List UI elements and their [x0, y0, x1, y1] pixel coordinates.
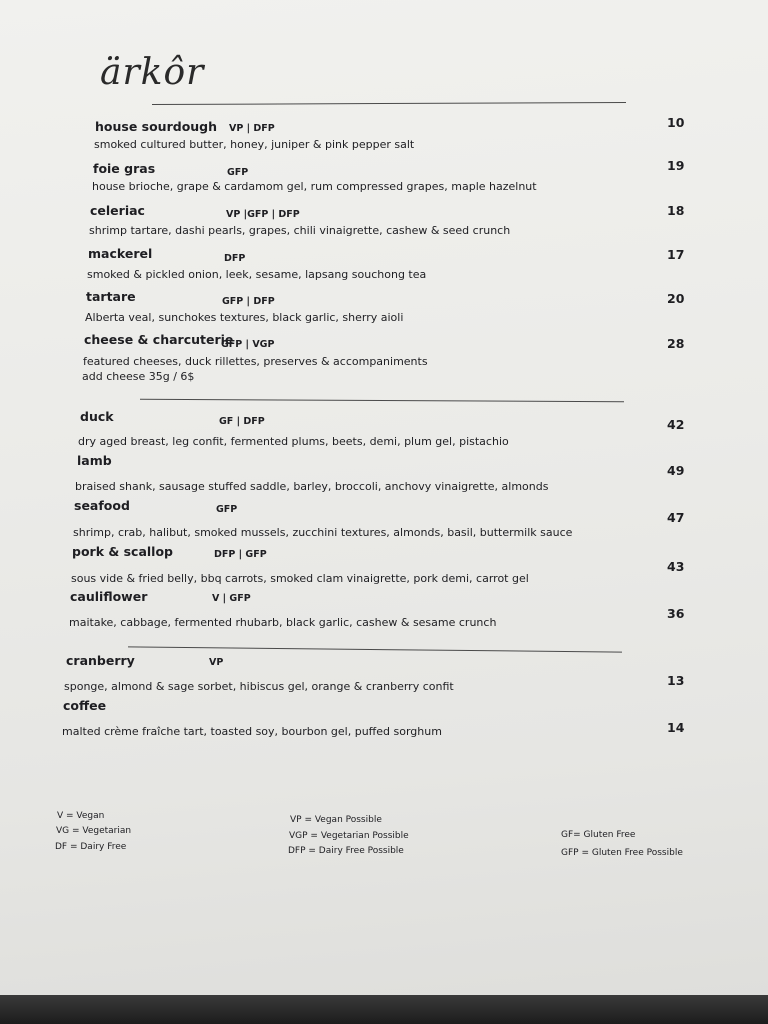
item-name: lamb	[77, 453, 112, 468]
menu-item	[0, 653, 768, 697]
item-price: 14	[667, 720, 685, 735]
item-name: pork & scallop	[72, 544, 174, 559]
item-description: featured cheeses, duck rillettes, preserves & accompaniments	[83, 355, 428, 368]
menu-item	[0, 544, 768, 588]
dietary-tags: GFP | DFP	[222, 296, 275, 307]
item-price: 17	[667, 247, 685, 262]
dietary-tags: VP	[209, 657, 224, 668]
table-surface	[0, 995, 768, 1024]
legend-vegetarian: VG = Vegetarian	[56, 826, 132, 836]
section-divider	[128, 646, 622, 652]
item-description: smoked cultured butter, honey, juniper & pink pepper salt	[94, 138, 415, 151]
dietary-tags: GFP	[227, 167, 249, 178]
item-description: smoked & pickled onion, leek, sesame, lapsang souchong tea	[87, 268, 427, 281]
legend-vegan: V = Vegan	[57, 811, 105, 821]
item-price: 19	[667, 158, 685, 173]
dietary-tags: DFP | GFP	[214, 549, 267, 560]
item-price: 43	[667, 559, 685, 574]
item-description: malted crème fraîche tart, toasted soy, bourbon gel, puffed sorghum	[62, 725, 442, 738]
legend-gluten-free: GF= Gluten Free	[561, 830, 636, 840]
dietary-tags: GFP | VGP	[221, 339, 275, 350]
menu-item	[0, 203, 768, 247]
menu-item	[0, 332, 768, 392]
item-price: 18	[667, 203, 685, 218]
dietary-tags: VP |GFP | DFP	[226, 209, 300, 220]
item-description: sponge, almond & sage sorbet, hibiscus gel, orange & cranberry confit	[64, 680, 454, 693]
item-description: sous vide & fried belly, bbq carrots, smoked clam vinaigrette, pork demi, carrot gel	[71, 572, 529, 585]
menu-item	[0, 589, 768, 633]
dietary-tags: GF | DFP	[219, 416, 265, 427]
item-price: 10	[667, 115, 685, 130]
dietary-tags: GFP	[216, 504, 238, 515]
item-price: 47	[667, 510, 685, 525]
item-description: Alberta veal, sunchokes textures, black garlic, sherry aioli	[85, 311, 404, 324]
item-name: tartare	[86, 289, 136, 304]
item-name: cauliflower	[70, 589, 148, 604]
item-description-addon: add cheese 35g / 6$	[82, 370, 195, 383]
menu-item	[0, 498, 768, 542]
item-price: 13	[667, 673, 685, 688]
item-name: mackerel	[88, 246, 153, 261]
menu-item	[0, 115, 768, 163]
item-description: maitake, cabbage, fermented rhubarb, black garlic, cashew & sesame crunch	[69, 616, 497, 629]
dietary-tags: DFP	[224, 253, 246, 264]
menu-item	[0, 289, 768, 333]
item-name: house sourdough	[95, 119, 218, 134]
menu-item	[0, 453, 768, 497]
menu-item	[0, 409, 768, 453]
dietary-tags: VP | DFP	[229, 123, 275, 134]
legend-dairy-free-possible: DFP = Dairy Free Possible	[288, 846, 404, 856]
item-name: cheese & charcuterie	[84, 332, 234, 347]
item-name: foie gras	[93, 161, 156, 176]
legend-vegetarian-possible: VGP = Vegetarian Possible	[289, 831, 409, 841]
menu-item	[0, 698, 768, 742]
item-name: duck	[80, 409, 114, 424]
item-name: coffee	[63, 698, 107, 713]
legend-dairy-free: DF = Dairy Free	[55, 842, 127, 852]
item-price: 49	[667, 463, 685, 478]
item-description: shrimp tartare, dashi pearls, grapes, chili vinaigrette, cashew & seed crunch	[89, 224, 511, 237]
item-price: 42	[667, 417, 685, 432]
item-name: celeriac	[90, 203, 145, 218]
legend-vegan-possible: VP = Vegan Possible	[290, 815, 382, 825]
section-divider	[140, 399, 624, 403]
restaurant-logo: ärkôr	[100, 52, 205, 93]
legend-gluten-free-possible: GFP = Gluten Free Possible	[561, 848, 683, 858]
item-name: seafood	[74, 498, 130, 513]
item-description: dry aged breast, leg confit, fermented plums, beets, demi, plum gel, pistachio	[78, 435, 509, 448]
item-price: 36	[667, 606, 685, 621]
item-price: 20	[667, 291, 685, 306]
item-description: shrimp, crab, halibut, smoked mussels, zucchini textures, almonds, basil, buttermilk sauce	[73, 526, 573, 539]
dietary-tags: V | GFP	[212, 593, 251, 604]
menu-item	[0, 246, 768, 290]
menu-item	[0, 158, 768, 205]
item-description: house brioche, grape & cardamom gel, rum compressed grapes, maple hazelnut	[92, 180, 537, 193]
section-divider	[152, 102, 626, 105]
item-description: braised shank, sausage stuffed saddle, barley, broccoli, anchovy vinaigrette, almonds	[75, 480, 549, 493]
item-name: cranberry	[66, 653, 135, 668]
item-price: 28	[667, 336, 685, 351]
